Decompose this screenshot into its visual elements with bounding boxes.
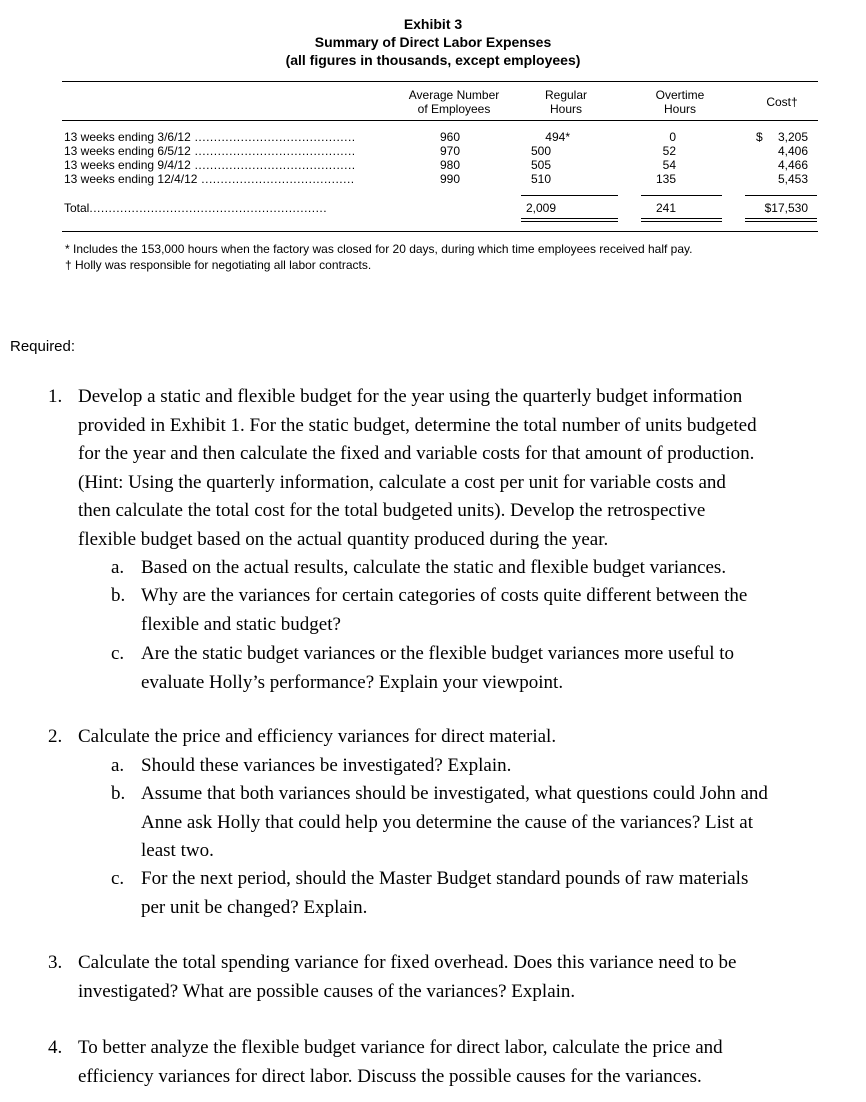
footnote-asterisk: * Includes the 153,000 hours when the factory was closed for 20 days, during which time employees received half pay. [65, 242, 693, 256]
cell-regular-hours: 494* [545, 130, 570, 144]
sub-letter: a. [111, 557, 125, 578]
header-cost [742, 95, 822, 109]
sub-question-text [141, 752, 511, 781]
text-line: To better analyze the flexible budget variance for direct labor, calculate the price and [78, 1037, 723, 1058]
total-double-underline-regular [521, 218, 618, 222]
sub-letter: c. [111, 643, 125, 664]
text-line: flexible and static budget? [141, 613, 341, 635]
text-line: per unit be changed? Explain. [141, 896, 368, 918]
question-text [78, 949, 736, 1006]
table-top-rule [62, 81, 818, 82]
row-label-text: 13 weeks ending 12/4/12 [64, 172, 198, 186]
total-regular-hours: 2,009 [525, 201, 557, 215]
question-text [78, 1034, 723, 1091]
text-line: Calculate the price and efficiency variances for direct material. [78, 726, 557, 747]
row-label-text: 13 weeks ending 9/4/12 [64, 158, 191, 172]
text-line: then calculate the total cost for the total budgeted units). Develop the retrospective [78, 500, 706, 521]
text-line: least two. [141, 840, 214, 861]
cell-cost [742, 158, 808, 172]
subtotal-underline-cost [745, 195, 817, 196]
exhibit-heading [0, 15, 866, 69]
header-bottom-rule [62, 120, 818, 121]
question-number: 1. [48, 386, 63, 407]
cell-cost [742, 172, 808, 186]
total-double-underline-overtime [641, 218, 722, 222]
cell-regular-hours: 505 [530, 158, 552, 172]
sub-letter: b. [111, 585, 126, 606]
text-line: evaluate Holly’s performance? Explain your viewpoint. [141, 671, 564, 693]
cell-cost [742, 130, 808, 144]
cell-overtime-hours: 52 [662, 144, 676, 158]
dollar-sign: $ [756, 130, 763, 144]
cost-value: 5,453 [777, 172, 808, 186]
total-label-text: Total [64, 201, 90, 215]
row-label-text: 13 weeks ending 6/5/12 [64, 144, 191, 158]
text-line: investigated? What are possible causes of the variances? Explain. [78, 980, 576, 1002]
sub-question-text [141, 640, 734, 697]
text-line: Calculate the total spending variance for fixed overhead. Does this variance need to be [78, 952, 737, 973]
subtotal-underline-regular [521, 195, 618, 196]
cell-regular-hours: 510 [530, 172, 552, 186]
question-number: 4. [48, 1037, 63, 1058]
text-line: For the next period, should the Master Budget standard pounds of raw materials [141, 868, 749, 889]
sub-letter: a. [111, 755, 125, 776]
row-label-text: 13 weeks ending 3/6/12 [64, 130, 191, 144]
sub-question-text [141, 582, 747, 639]
cost-value: 3,205 [777, 130, 808, 144]
table-bottom-rule [62, 231, 818, 232]
leader-dots: ........................................ [197, 172, 355, 186]
exhibit-note: (all figures in thousands, except employees) [285, 52, 581, 68]
text-line: efficiency variances for direct labor. Discuss the possible causes for the variances. [78, 1065, 702, 1087]
header-regular-hours [526, 88, 606, 116]
cell-cost [742, 144, 808, 158]
row-label [64, 144, 374, 158]
cell-employees: 980 [440, 158, 461, 172]
question-number: 2. [48, 726, 63, 747]
required-heading: Required: [10, 338, 76, 355]
leader-dots: .............................................................. [89, 201, 328, 215]
question-text [78, 723, 556, 752]
text-line: Are the static budget variances or the flexible budget variances more useful to [141, 643, 734, 664]
cell-overtime-hours: 54 [662, 158, 676, 172]
text-line: Assume that both variances should be investigated, what questions could John and [141, 783, 768, 804]
total-cost: $17,530 [764, 201, 808, 215]
total-overtime-hours: 241 [655, 201, 676, 215]
header-text: Overtime [655, 88, 705, 102]
header-text: Hours [663, 102, 696, 116]
text-line: for the year and then calculate the fixed and variable costs for that amount of production. [78, 443, 755, 464]
footnote-dagger: † Holly was responsible for negotiating all labor contracts. [65, 258, 372, 272]
header-text: Regular [544, 88, 588, 102]
row-label [64, 130, 374, 144]
cell-employees: 990 [440, 172, 461, 186]
cost-value: 4,466 [777, 158, 808, 172]
cell-regular-hours: 500 [530, 144, 552, 158]
cell-employees: 970 [440, 144, 461, 158]
sub-letter: b. [111, 783, 126, 804]
row-label [64, 172, 374, 186]
cell-employees: 960 [440, 130, 461, 144]
sub-question-text [141, 865, 748, 922]
sub-question-text [141, 780, 768, 866]
total-double-underline-cost [745, 218, 817, 222]
text-line: provided in Exhibit 1. For the static budget, determine the total number of units budgeted [78, 414, 757, 436]
cell-overtime-hours: 0 [669, 130, 676, 144]
header-text: of Employees [417, 102, 491, 116]
sub-letter: c. [111, 868, 125, 889]
header-average-employees [390, 88, 518, 116]
cell-overtime-hours: 135 [655, 172, 676, 186]
leader-dots: .......................................... [190, 158, 356, 172]
leader-dots: .......................................... [190, 130, 356, 144]
sub-question-text [141, 554, 726, 583]
subtotal-underline-overtime [641, 195, 722, 196]
leader-dots: .......................................... [190, 144, 356, 158]
cost-value: 4,406 [777, 144, 808, 158]
question-number: 3. [48, 952, 63, 973]
row-label [64, 158, 374, 172]
text-line: flexible budget based on the actual quantity produced during the year. [78, 528, 609, 550]
text-line: Should these variances be investigated? Explain. [141, 755, 512, 776]
header-text: Average Number [408, 88, 500, 102]
text-line: Develop a static and flexible budget for the year using the quarterly budget information [78, 386, 743, 407]
exhibit-title: Exhibit 3 [403, 16, 463, 32]
text-line: Anne ask Holly that could help you determine the cause of the variances? List at [141, 811, 754, 833]
total-label [64, 201, 374, 215]
text-line: Based on the actual results, calculate the static and flexible budget variances. [141, 557, 727, 578]
header-text: Cost† [766, 95, 798, 109]
header-overtime-hours [640, 88, 720, 116]
question-text [78, 383, 757, 554]
exhibit-subtitle: Summary of Direct Labor Expenses [314, 34, 552, 50]
text-line: Why are the variances for certain categories of costs quite different between the [141, 585, 748, 606]
header-text: Hours [549, 102, 582, 116]
text-line: (Hint: Using the quarterly information, calculate a cost per unit for variable costs and [78, 471, 726, 493]
